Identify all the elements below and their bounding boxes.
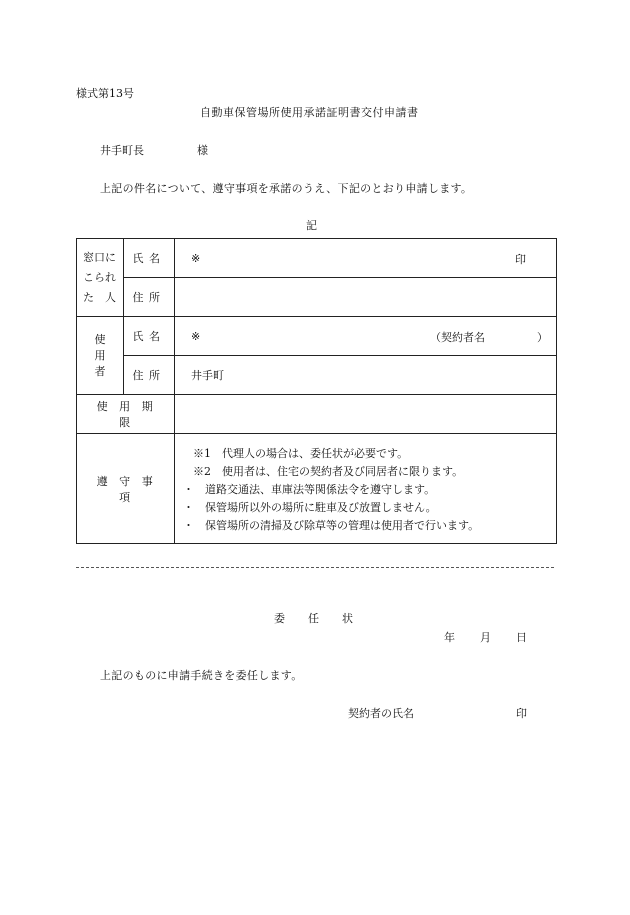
rule-item: ※2 使用者は、住宅の契約者及び同居者に限ります。 (193, 464, 464, 478)
contract-name-close: ） (537, 331, 548, 344)
period-row (77, 395, 557, 434)
user-name-field[interactable] (175, 317, 557, 356)
recipient: 井手町長 (100, 144, 144, 157)
recipient-honorific: 様 (197, 144, 208, 157)
visitor-address-row (77, 278, 557, 317)
visitor-seal: 印 (515, 253, 526, 266)
user-label-char: 使 (94, 332, 106, 346)
visitor-label (77, 239, 124, 317)
power-of-attorney-title: 委任状 (274, 612, 376, 625)
rules-list (175, 434, 557, 544)
visitor-name-mark: ※ (191, 251, 201, 265)
user-label-char: 者 (94, 364, 106, 378)
application-table (76, 238, 557, 544)
visitor-label-line: 窓口に (83, 250, 116, 264)
rule-item: ・ 道路交通法、車庫法等関係法令を遵守します。 (183, 482, 436, 496)
date-year: 年 (444, 631, 455, 644)
user-label (77, 317, 124, 395)
contractor-name-label: 契約者の氏名 (348, 707, 414, 720)
contractor-seal: 印 (516, 707, 527, 720)
date-month: 月 (480, 631, 491, 644)
user-label-char: 用 (94, 348, 106, 362)
rules-row (77, 434, 557, 544)
date-day: 日 (516, 631, 527, 644)
visitor-address-label: 住所 (124, 278, 175, 317)
period-field[interactable] (175, 395, 557, 434)
ki-label: 記 (306, 219, 317, 232)
user-address-label: 住所 (124, 356, 175, 395)
document-title: 自動車保管場所使用承諾証明書交付申請書 (200, 106, 419, 119)
intro-text: 上記の件名について、遵守事項を承諾のうえ、下記のとおり申請します。 (100, 182, 473, 195)
rules-label: 遵守事項 (77, 434, 175, 544)
form-number: 様式第13号 (76, 87, 134, 100)
user-name-mark: ※ (191, 329, 201, 343)
visitor-label-line: こられ (83, 270, 116, 284)
visitor-label-line: た 人 (83, 290, 116, 304)
rule-item: ・ 保管場所の清掃及び除草等の管理は使用者で行います。 (183, 518, 480, 532)
contract-name-open: （契約者名 (430, 331, 485, 344)
period-label: 使用期限 (77, 395, 175, 434)
power-of-attorney-text: 上記のものに申請手続きを委任します。 (100, 669, 303, 682)
visitor-name-row (77, 239, 557, 278)
rule-item: ※1 代理人の場合は、委任状が必要です。 (193, 446, 409, 460)
user-address-field[interactable]: 井手町 (175, 356, 557, 395)
visitor-address-field[interactable] (175, 278, 557, 317)
user-name-label: 氏名 (124, 317, 175, 356)
date-line (444, 629, 527, 645)
user-address-row (77, 356, 557, 395)
cut-line (76, 567, 554, 568)
user-name-row (77, 317, 557, 356)
visitor-name-label: 氏名 (124, 239, 175, 278)
rule-item: ・ 保管場所以外の場所に駐車及び放置しません。 (183, 500, 437, 514)
visitor-name-field[interactable] (175, 239, 557, 278)
